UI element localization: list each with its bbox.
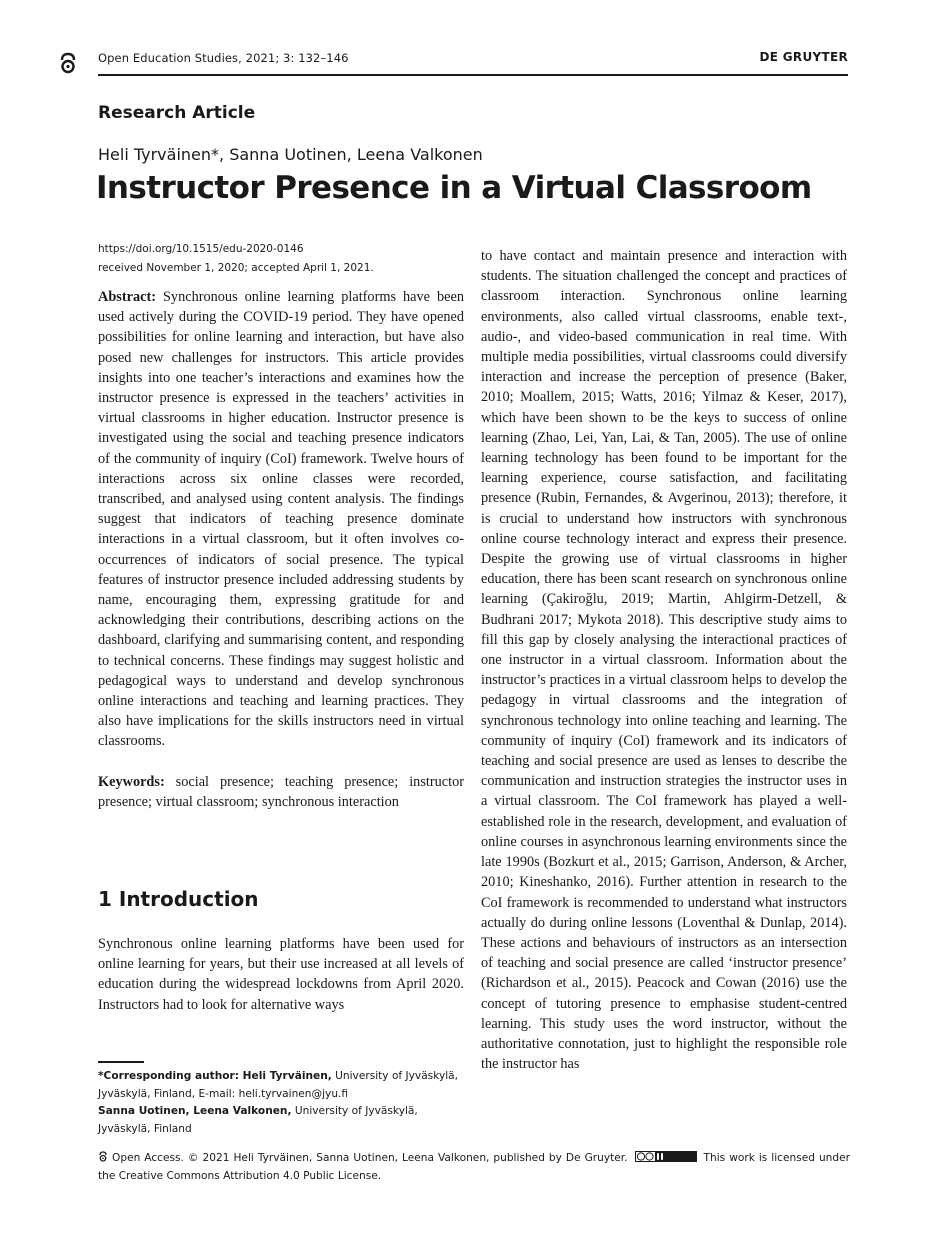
section-heading-introduction: 1 Introduction [98, 887, 259, 911]
abstract-label: Abstract: [98, 289, 156, 305]
keywords-text: social presence; teaching presence; instructor presence; virtual classroom; synchronous interaction [98, 773, 464, 810]
header-divider [98, 74, 848, 76]
author-list: Heli Tyrväinen*, Sanna Uotinen, Leena Valkonen [98, 145, 483, 164]
received-dates: received November 1, 2020; accepted April 1, 2021. [98, 262, 374, 274]
open-access-icon [98, 1151, 108, 1162]
corresponding-author-affiliation: University of Jyväskylä, Jyväskylä, Finland, E-mail: heli.tyrvainen@jyu.fi [98, 1070, 459, 1100]
license-footer [98, 1150, 850, 1185]
article-meta [98, 240, 374, 278]
cc-by-license-icon [635, 1151, 697, 1162]
article-title: Instructor Presence in a Virtual Classroom [96, 170, 812, 206]
intro-paragraph: Synchronous online learning platforms have been used for online learning for years, but their use increased at all levels of education during the widespread lockdowns from April 2020. Instructors had to look for alternative ways [98, 936, 464, 1013]
intro-column [98, 934, 464, 1015]
journal-citation: Open Education Studies, 2021; 3: 132–146 [98, 51, 349, 65]
article-type: Research Article [98, 103, 256, 123]
doi-link[interactable]: https://doi.org/10.1515/edu-2020-0146 [98, 243, 304, 255]
corresponding-author-label: *Corresponding author: Heli Tyrväinen, [98, 1070, 332, 1082]
author-footnote [98, 1068, 468, 1138]
abstract-text: Synchronous online learning platforms have been used actively during the COVID-19 period. They have opened possibilities for online learning and interaction, but have also posed new challenges for instructors. This article provides insights into one teacher’s interactions and examines how the instructor presence is expressed in the teachers’ activities in virtual classrooms in higher education. Instructor presence is investigated using the social and teaching presence indicators of the community of inquiry (CoI) framework. Twelve hours of interactions across six online classes were recorded, transcribed, and analysed using content analysis. The findings suggest that indicators of teaching presence dominate interactions in a virtual classroom, but it often involves co-occurrences of indicators of social presence. The typical features of instructor presence included addressing students by name, encouraging them, expressing gratitude for and acknowledging their contributions, describing actions on the dashboard, clarifying and summarising content, and responding to technical concerns. These findings may suggest holistic and pedagogical ways to understand and develop synchronous online interactions and teaching and learning practices. They also have implications for the skills instructors need in virtual classrooms. [98, 289, 464, 750]
open-access-icon [58, 52, 78, 74]
keywords-label: Keywords: [98, 773, 165, 790]
intro-paragraph-continued: to have contact and maintain presence and interaction with students. The situation challenged the concept and practices of classroom interaction. Synchronous online learning environments, also called virtual classrooms, enable text-, audio-, and video-based communication in real time. With multiple media possibilities, virtual classrooms could diversify interaction and increase the perception of presence (Baker, 2010; Moallem, 2015; Watts, 2016; Yilmaz & Keser, 2017), which have been shown to be the keys to success of online learning (Zhao, Lei, Yan, Lai, & Tan, 2005). The use of online learning technology has been found to be important for the learning experience, course satisfaction, and facilitating presence (Rubin, Fernandes, & Avgerinou, 2013); therefore, it is crucial to understand how instructors with synchronous online course technology interact and express their presence. Despite the growing use of virtual classrooms in higher education, there has been scant research on synchronous online learning (Çakiroğlu, 2019; Martin, Ahlgirm-Detzell, & Budhrani 2017; Mykota 2018). This descriptive study aims to fill this gap by closely analysing the interactional practices of one instructor in a virtual classroom. Information about the instructor’s practices in a virtual classroom helps to develop the pedagogy in virtual classrooms and the integration of synchronous technology into online teaching and learning. The community of inquiry (CoI) framework and its indicators of teaching and social presence are used as lenses to describe the communication and instruction strategies the instructor uses in a virtual classroom. The CoI framework has played a well-established role in the research, development, and evaluation of online courses in asynchronous learning environments since the late 1990s (Bozkurt et al., 2015; Garrison, Anderson, & Archer, 2010; Kineshanko, 2016). Further attention in research to the CoI framework is recommended to understand what instructors actually do during online lessons (Loventhal & Dunlap, 2014). These actions and behaviours of instructors as an intersection of teaching and social presence are called ‘instructor presence’ (Richardson et al., 2015). Peacock and Cowan (2016) use the concept of tutoring presence to emphasise student-centred learning. This study uses the word instructor, without the authoritative connotation, just to highlight the responsible role the instructor has [481, 248, 847, 1073]
coauthors-affiliation: University of Jyväskylä, Jyväskylä, Finland [98, 1105, 418, 1135]
abstract-column [98, 287, 464, 812]
license-statement: Open Access. © 2021 Heli Tyrväinen, Sanna Uotinen, Leena Valkonen, published by De Gruyter. [112, 1152, 628, 1164]
keywords [98, 772, 464, 812]
publisher-name: DE GRUYTER [759, 50, 848, 64]
right-column [481, 246, 847, 1074]
coauthors-label: Sanna Uotinen, Leena Valkonen, [98, 1105, 292, 1117]
abstract [98, 287, 464, 752]
footnote-divider [98, 1061, 144, 1063]
license-terms: This work is licensed under the Creative Commons Attribution 4.0 Public License. [98, 1152, 850, 1182]
